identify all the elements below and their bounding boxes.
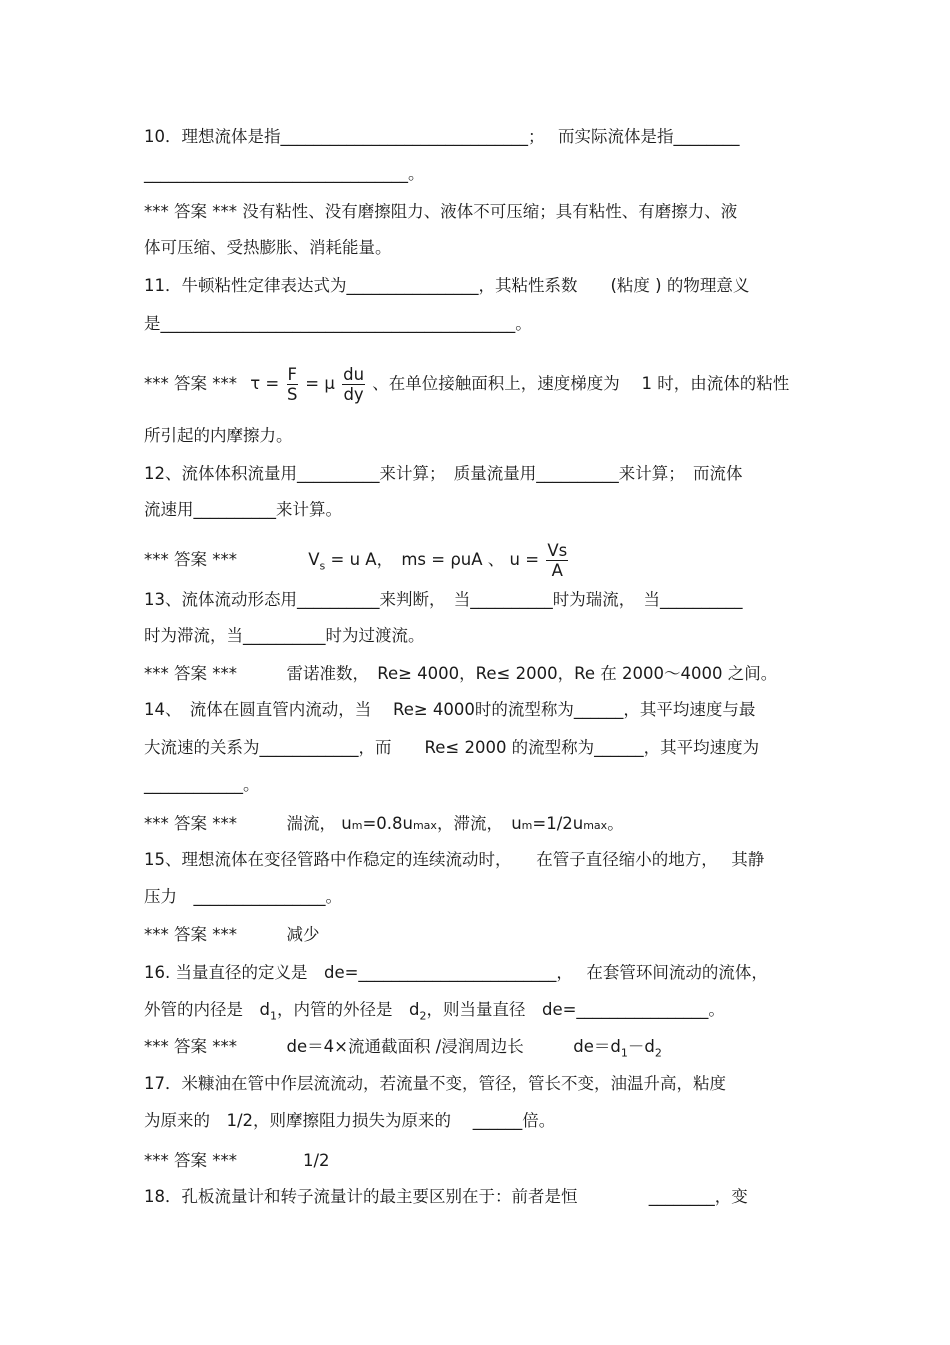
answer-label: *** 答案 *** [144,374,237,393]
q12-answer [144,541,570,580]
q14-answer [144,813,624,837]
fraction-denominator: dy [343,385,364,404]
fraction-f-over-s [287,365,299,404]
q16-line1: 16. 当量直径的定义是 de=________________________， 在套管环间流动的流体， [144,963,768,982]
formula-rest: = u A， ms = ρuA 、 u = [325,550,540,569]
q12-line2: 流速用__________来计算。 [144,500,342,519]
answer-label: *** 答案 *** [144,550,237,569]
q14-line1: 14、 流体在圆直管内流动，当 Re≥ 4000时的流型称为______，其平均速度与最 [144,700,756,719]
flow-formula [308,541,570,580]
formula-tau: τ = [250,374,280,393]
q11-answer-text: 、在单位接触面积上，速度梯度为 1 时，由流体的粘性 [372,374,790,393]
velocity-relation: um=0.8umax，滞流， um=1/2umax。 [341,814,624,833]
q11-answer-line2: 所引起的内摩擦力。 [144,426,293,445]
q15-line2: 压力 ________________。 [144,887,342,906]
fraction-du-over-dy [342,365,365,404]
q16-answer: *** 答案 *** de＝4×流通截面积 /浸润周边长 $de=d_1-d_2$ [144,1037,662,1060]
q10-line1: 10．理想流体是指______________________________； 而实际流体是指________ [144,127,740,146]
fraction-numerator: du [343,365,365,384]
q14-answer-text: *** 答案 *** 湍流， [144,814,336,833]
formula-mu: = μ [305,374,335,393]
q10-answer-line2: 体可压缩、受热膨胀、消耗能量。 [144,238,392,257]
newton-formula [250,365,372,404]
q10-line2: ________________________________。 [144,164,425,183]
fraction-denominator: A [551,561,563,580]
formula-vs: V [308,550,320,569]
q13-line1: 13、流体流动形态用__________来判断， 当__________时为瑞流， 当__________ [144,590,743,609]
q11-line2: 是___________________________________________。 [144,314,532,333]
q17-line2: 为原来的 1/2，则摩擦阻力损失为原来的 ______倍。 [144,1111,556,1130]
fraction-numerator: Vs [547,541,568,560]
q15-answer: *** 答案 *** 减少 [144,925,320,944]
q15-line1: 15、理想流体在变径管路中作稳定的连续流动时， 在管子直径缩小的地方， 其静 [144,850,765,869]
q14-line2: 大流速的关系为____________，而 Re≤ 2000 的流型称为______，其平均速度为 [144,738,760,757]
fraction-denominator: S [287,385,298,404]
fraction-numerator: F [287,365,298,384]
formula-vs-subscript: s [319,559,326,573]
q14-line3: ____________。 [144,775,260,794]
q12-line1: 12、流体体积流量用__________来计算； 质量流量用__________来计算； 而流体 [144,464,743,483]
q13-answer: *** 答案 *** 雷诺准数， Re≥ 4000，Re≤ 2000，Re 在 2000～4000 之间。 [144,664,778,683]
q16-line2: 外管的内径是 $d_1$，内管的外径是 $d_2$，则当量直径 de=________________。 [144,1000,725,1023]
fraction-vs-over-a [546,541,568,580]
q18-line1: 18．孔板流量计和转子流量计的最主要区别在于：前者是恒 ________，变 [144,1187,748,1206]
q13-line2: 时为滞流，当__________时为过渡流。 [144,626,425,645]
q17-answer: *** 答案 *** 1/2 [144,1151,330,1170]
q11-answer [144,365,789,404]
q11-line1: 11．牛顿粘性定律表达式为________________，其粘性系数 (粘度 ) 的物理意义 [144,276,750,295]
q17-line1: 17．米糠油在管中作层流流动，若流量不变，管径，管长不变，油温升高，粘度 [144,1074,726,1093]
q10-answer-line1: *** 答案 *** 没有粘性、没有磨擦阻力、液体不可压缩；具有粘性、有磨擦力、液 [144,202,738,221]
